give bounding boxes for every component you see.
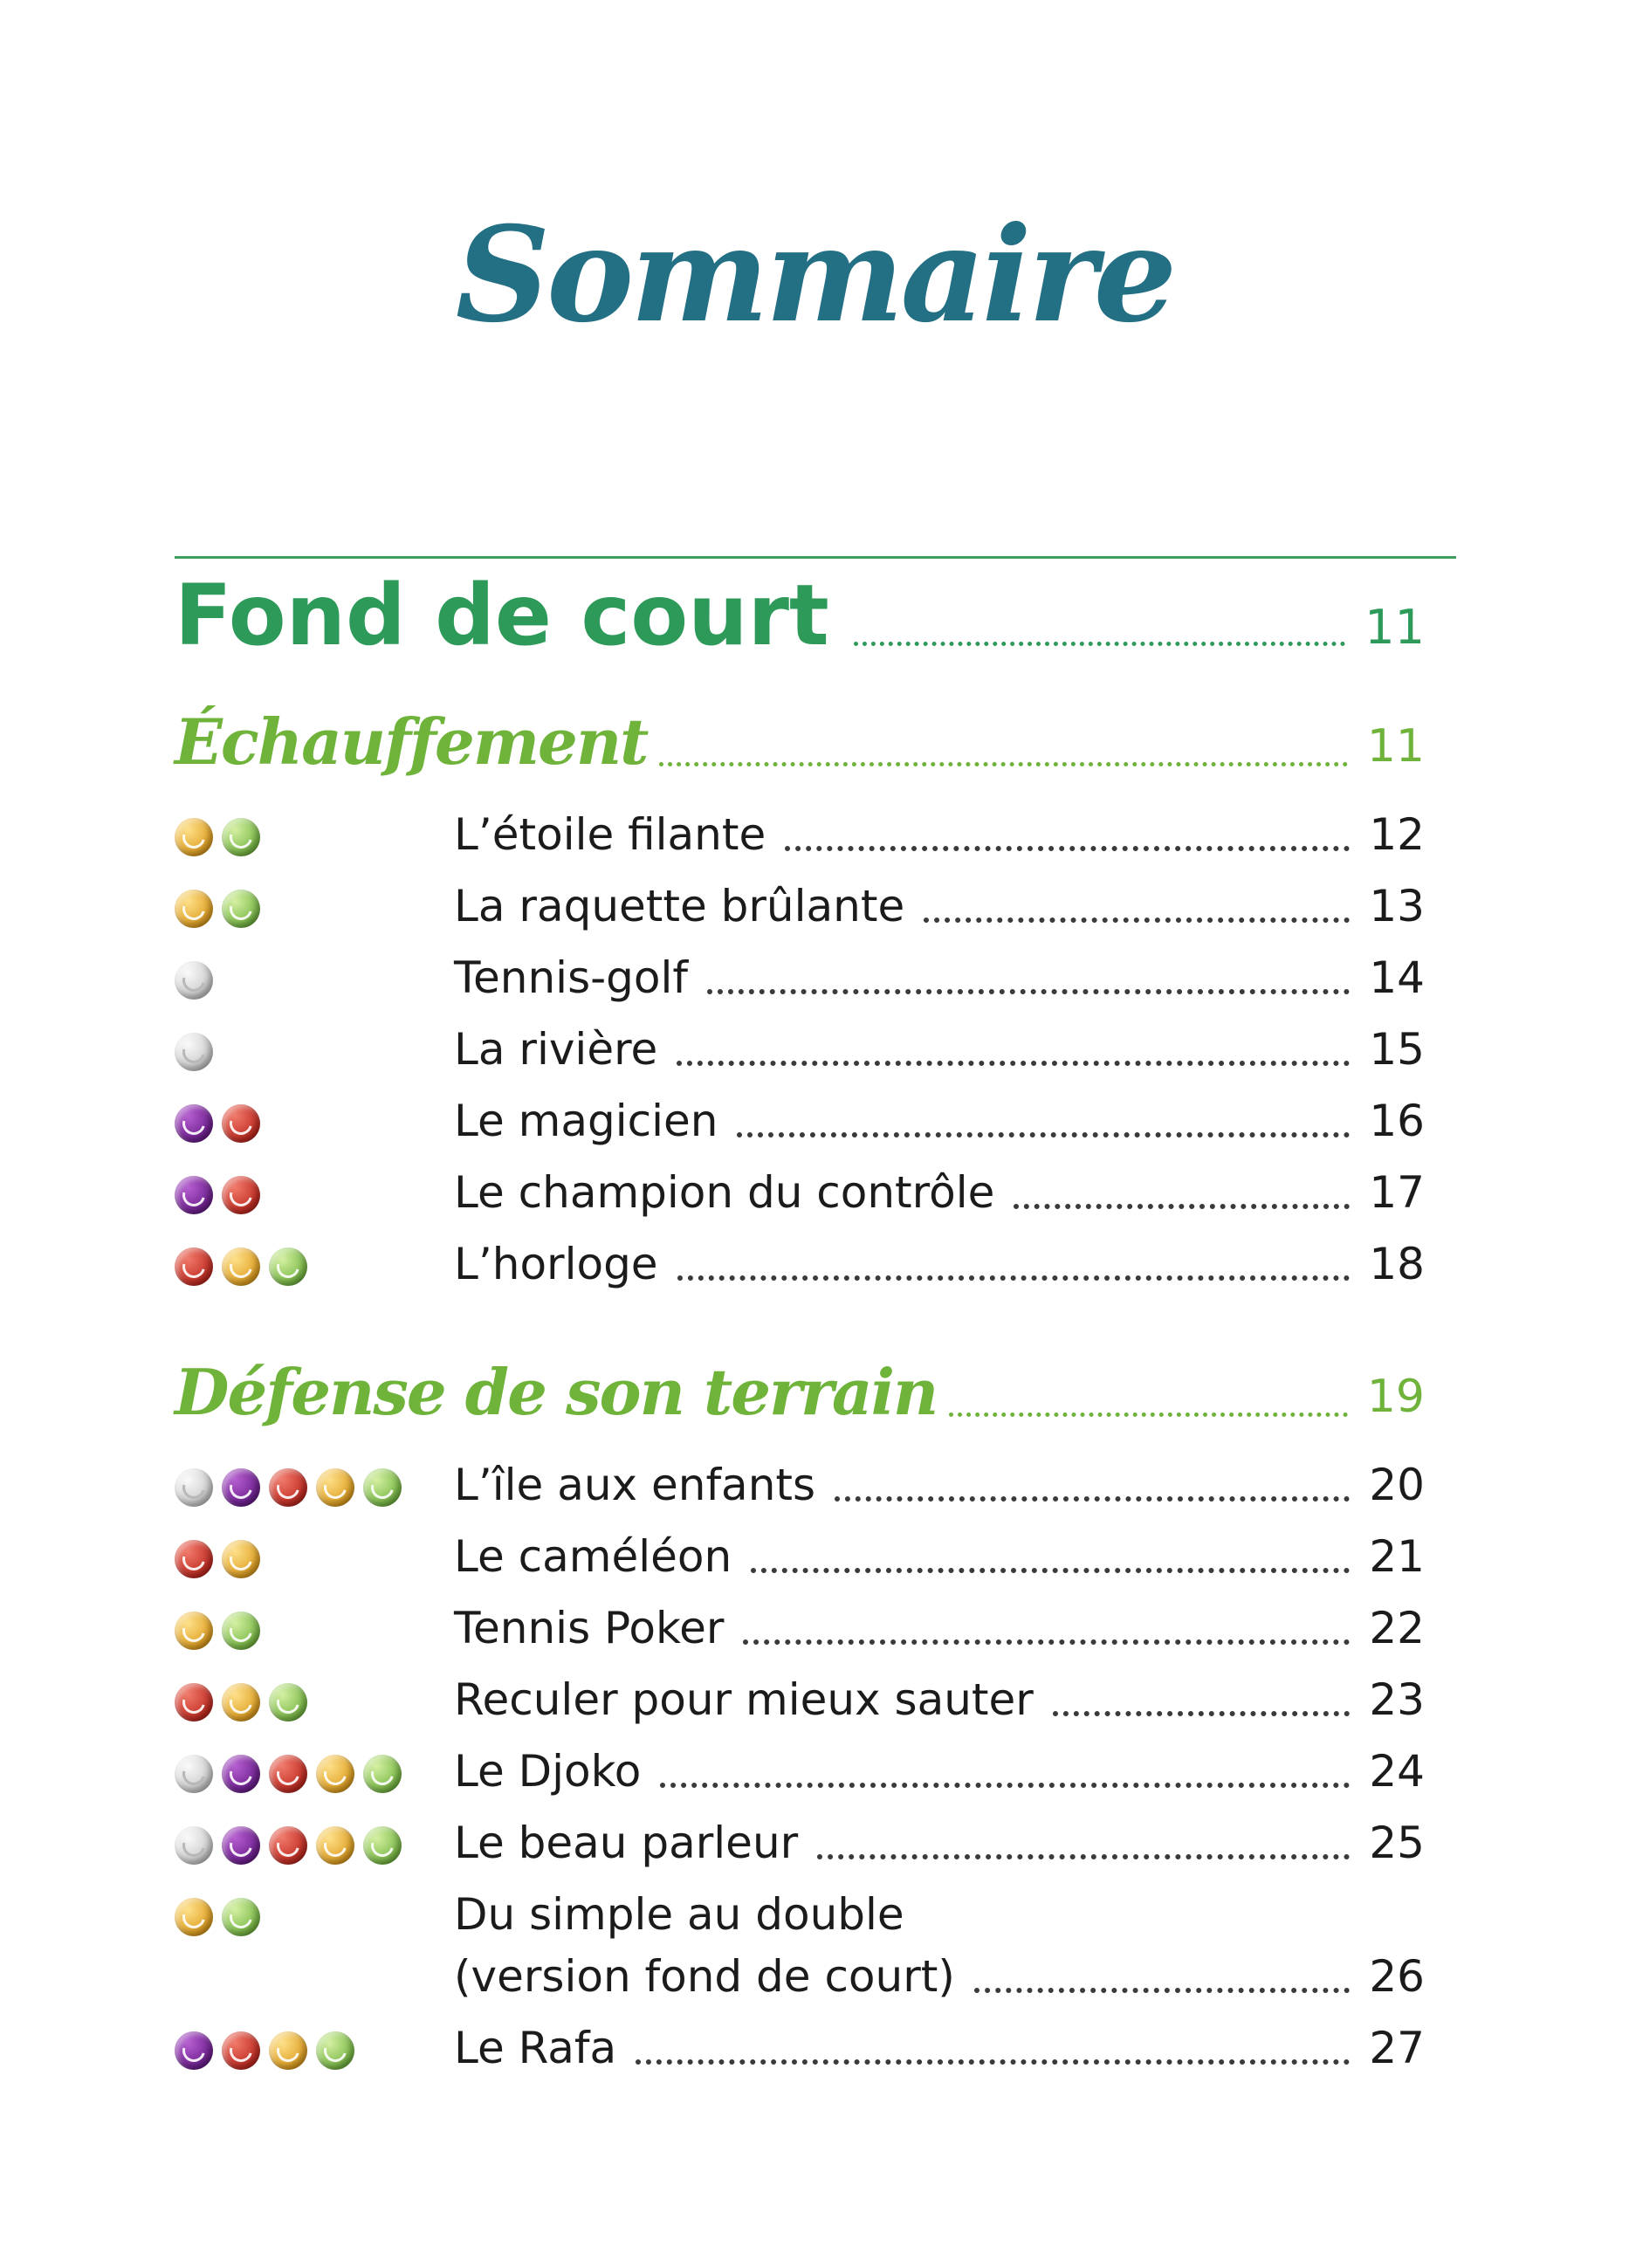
entry-title: Tennis-golf bbox=[454, 952, 688, 1003]
toc-entry bbox=[454, 1094, 1425, 1148]
entry-page: 13 bbox=[1369, 881, 1425, 931]
toc-entry bbox=[454, 879, 1425, 933]
entry-title: L’étoile filante bbox=[454, 809, 766, 860]
entry-title: L’horloge bbox=[454, 1239, 658, 1289]
section-heading-defense[interactable] bbox=[175, 1340, 1425, 1436]
green-ball-icon bbox=[363, 1468, 402, 1507]
entry-page: 23 bbox=[1369, 1674, 1425, 1725]
dot-leader bbox=[677, 1061, 1350, 1066]
green-ball-icon bbox=[269, 1247, 307, 1286]
dot-leader bbox=[924, 918, 1350, 923]
red-ball-icon bbox=[269, 1826, 307, 1865]
purple-ball-icon bbox=[175, 1176, 213, 1214]
dot-leader bbox=[974, 1988, 1350, 1993]
entry-page: 25 bbox=[1369, 1818, 1425, 1868]
level-balls bbox=[175, 1612, 260, 1650]
red-ball-icon bbox=[222, 1176, 260, 1214]
dot-leader bbox=[737, 1132, 1350, 1137]
orange-ball-icon bbox=[316, 1755, 354, 1793]
purple-ball-icon bbox=[175, 2031, 213, 2070]
entry-title: La raquette brûlante bbox=[454, 881, 905, 931]
toc-entry-line1 bbox=[454, 1887, 1425, 1942]
dot-leader bbox=[659, 762, 1347, 766]
level-balls bbox=[175, 1683, 307, 1722]
green-ball-icon bbox=[222, 1898, 260, 1936]
white-ball-icon bbox=[175, 1826, 213, 1865]
red-ball-icon bbox=[222, 1104, 260, 1143]
dot-leader bbox=[785, 846, 1350, 851]
section-title: Échauffement bbox=[175, 704, 648, 779]
red-ball-icon bbox=[222, 2031, 260, 2070]
green-ball-icon bbox=[222, 890, 260, 928]
section-heading-echauffement[interactable] bbox=[175, 690, 1425, 786]
dot-leader bbox=[835, 1496, 1350, 1502]
white-ball-icon bbox=[175, 1468, 213, 1507]
entry-page: 16 bbox=[1369, 1096, 1425, 1146]
green-ball-icon bbox=[269, 1683, 307, 1722]
green-ball-icon bbox=[222, 818, 260, 856]
orange-ball-icon bbox=[222, 1540, 260, 1578]
level-balls bbox=[175, 2031, 354, 2070]
entry-page: 20 bbox=[1369, 1460, 1425, 1510]
toc-entry bbox=[454, 1022, 1425, 1076]
level-balls bbox=[175, 818, 260, 856]
red-ball-icon bbox=[175, 1683, 213, 1722]
level-balls bbox=[175, 1468, 402, 1507]
level-balls bbox=[175, 1247, 307, 1286]
entry-title-line2: (version fond de court) bbox=[454, 1951, 955, 2002]
entry-page: 17 bbox=[1369, 1167, 1425, 1218]
entry-page: 24 bbox=[1369, 1746, 1425, 1797]
toc-entry bbox=[454, 1529, 1425, 1584]
section-page: 19 bbox=[1366, 1371, 1425, 1423]
orange-ball-icon bbox=[316, 1468, 354, 1507]
orange-ball-icon bbox=[175, 890, 213, 928]
level-balls bbox=[175, 1540, 260, 1578]
level-balls bbox=[175, 1826, 402, 1865]
entry-title: Tennis Poker bbox=[454, 1603, 725, 1653]
dot-leader bbox=[743, 1639, 1350, 1645]
entry-title: Le magicien bbox=[454, 1096, 718, 1146]
dot-leader bbox=[1053, 1711, 1351, 1716]
entry-title: L’île aux enfants bbox=[454, 1460, 816, 1510]
page-title: Sommaire bbox=[455, 198, 1174, 352]
toc-entry bbox=[454, 951, 1425, 1005]
level-balls bbox=[175, 1176, 260, 1214]
entry-title: Le champion du contrôle bbox=[454, 1167, 995, 1218]
entry-title: Le caméléon bbox=[454, 1531, 732, 1582]
green-ball-icon bbox=[316, 2031, 354, 2070]
orange-ball-icon bbox=[222, 1683, 260, 1722]
orange-ball-icon bbox=[175, 818, 213, 856]
purple-ball-icon bbox=[222, 1826, 260, 1865]
red-ball-icon bbox=[175, 1247, 213, 1286]
white-ball-icon bbox=[175, 1755, 213, 1793]
entry-page: 21 bbox=[1369, 1531, 1425, 1582]
entry-title: Le Djoko bbox=[454, 1746, 642, 1797]
dot-leader bbox=[636, 2059, 1350, 2065]
toc-entry-line2 bbox=[454, 1949, 1425, 2003]
red-ball-icon bbox=[269, 1755, 307, 1793]
dot-leader bbox=[677, 1275, 1351, 1281]
level-balls bbox=[175, 961, 213, 1000]
toc-entry bbox=[454, 2021, 1425, 2075]
purple-ball-icon bbox=[222, 1755, 260, 1793]
toc-entry bbox=[454, 1237, 1425, 1291]
toc-entry bbox=[454, 1673, 1425, 1727]
level-balls bbox=[175, 1898, 260, 1936]
green-ball-icon bbox=[222, 1612, 260, 1650]
entry-title: Reculer pour mieux sauter bbox=[454, 1674, 1034, 1725]
entry-title: Le Rafa bbox=[454, 2023, 617, 2073]
dot-leader bbox=[817, 1854, 1350, 1859]
dot-leader bbox=[949, 1412, 1348, 1417]
entry-page: 15 bbox=[1369, 1024, 1425, 1075]
entry-page: 12 bbox=[1369, 809, 1425, 860]
purple-ball-icon bbox=[222, 1468, 260, 1507]
orange-ball-icon bbox=[222, 1247, 260, 1286]
section-page: 11 bbox=[1366, 720, 1425, 773]
part-page: 11 bbox=[1364, 600, 1425, 655]
dot-leader bbox=[1014, 1204, 1350, 1209]
purple-ball-icon bbox=[175, 1104, 213, 1143]
section-title: Défense de son terrain bbox=[175, 1355, 938, 1429]
level-balls bbox=[175, 1755, 402, 1793]
part-title: Fond de court bbox=[175, 567, 829, 664]
toc-entry bbox=[454, 1816, 1425, 1870]
entry-title: Le beau parleur bbox=[454, 1818, 799, 1868]
white-ball-icon bbox=[175, 961, 213, 1000]
dot-leader bbox=[707, 989, 1350, 994]
orange-ball-icon bbox=[175, 1898, 213, 1936]
dot-leader bbox=[660, 1783, 1350, 1788]
level-balls bbox=[175, 890, 260, 928]
red-ball-icon bbox=[175, 1540, 213, 1578]
toc-entry bbox=[454, 1165, 1425, 1220]
green-ball-icon bbox=[363, 1755, 402, 1793]
entry-page: 14 bbox=[1369, 952, 1425, 1003]
entry-page: 27 bbox=[1369, 2023, 1425, 2073]
dot-leader bbox=[751, 1568, 1350, 1573]
dot-leader bbox=[854, 642, 1345, 646]
entry-page: 18 bbox=[1369, 1239, 1425, 1289]
level-balls bbox=[175, 1033, 213, 1071]
entry-page: 22 bbox=[1369, 1603, 1425, 1653]
entry-title: La rivière bbox=[454, 1024, 658, 1075]
entry-page: 26 bbox=[1369, 1951, 1425, 2002]
orange-ball-icon bbox=[316, 1826, 354, 1865]
white-ball-icon bbox=[175, 1033, 213, 1071]
entry-title-line1: Du simple au double bbox=[454, 1889, 904, 1940]
green-ball-icon bbox=[363, 1826, 402, 1865]
level-balls bbox=[175, 1104, 260, 1143]
toc-entry bbox=[454, 1458, 1425, 1512]
orange-ball-icon bbox=[175, 1612, 213, 1650]
part-heading[interactable] bbox=[175, 550, 1425, 663]
orange-ball-icon bbox=[269, 2031, 307, 2070]
toc-entry bbox=[454, 1744, 1425, 1798]
red-ball-icon bbox=[269, 1468, 307, 1507]
toc-entry bbox=[454, 808, 1425, 862]
toc-entry bbox=[454, 1601, 1425, 1655]
